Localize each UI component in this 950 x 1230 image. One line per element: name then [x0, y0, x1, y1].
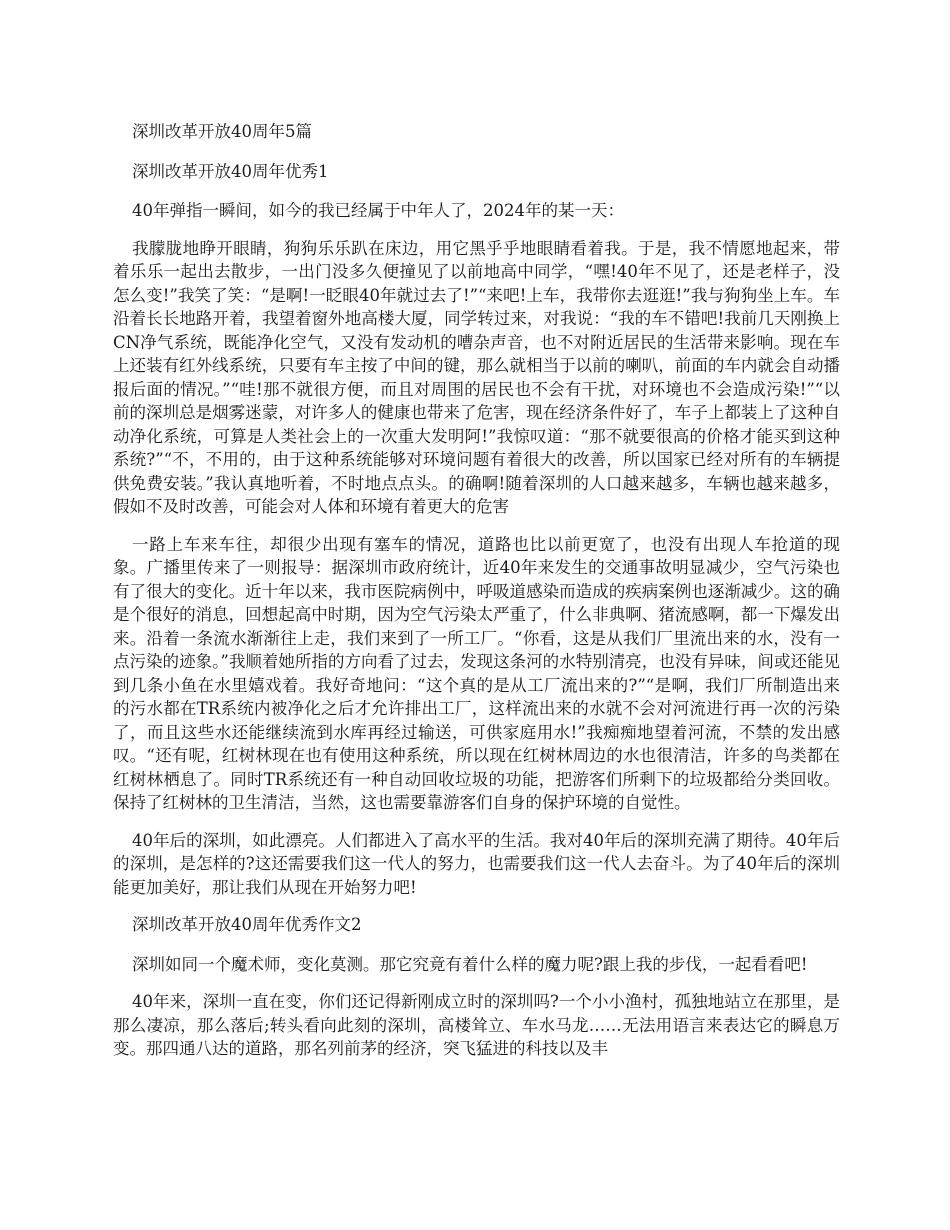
section-heading-2: 深圳改革开放40周年优秀作文2 [132, 915, 362, 934]
body-paragraph-4: 40年后的深圳，如此漂亮。人们都进入了高水平的生活。我对40年后的深圳充满了期待。40年后的深圳，是怎样的?这还需要我们这一代人的努力，也需要我们这一代人去奋斗。为了40年后的深圳能更加美好，那让我们从现在开始努力吧! [113, 830, 840, 897]
section-heading-1: 深圳改革开放40周年优秀1 [132, 161, 329, 181]
body-paragraph-5: 深圳如同一个魔术师，变化莫测。那它究竟有着什么样的魔力呢?跟上我的步伐，一起看看吧! [132, 954, 808, 974]
body-paragraph-1: 40年弹指一瞬间，如今的我已经属于中年人了，2024年的某一天： [132, 201, 624, 220]
body-paragraph-2: 我朦胧地睁开眼睛，狗狗乐乐趴在床边，用它黑乎乎地眼睛看着我。于是，我不情愿地起来，带着乐乐一起出去散步，一出门没多久便撞见了以前地高中同学，“嘿!40年不见了，还是老样子，没怎么变!”我笑了笑：“是啊!一眨眼40年就过去了!”“来吧!上车，我带你去逛逛!”我与狗狗坐上车。车沿着长长地路开着，我望着窗外地高楼大厦，同学转过来，对我说：“我的车不错吧!我前几天刚换上CN净气系统，既能净化空气，又没有发动机的嘈杂声音，也不对附近居民的生活带来影响。现在车上还装有红外线系统，只要有车主按了中间的键，那么就相当于以前的喇叭，前面的车内就会自动播报后面的情况。”“哇!那不就很方便，而且对周围的居民也不会有干扰，对环境也不会造成污染!”“以前的深圳总是烟雾迷蒙，对许多人的健康也带来了危害，现在经济条件好了，车子上都装上了这种自动净化系统，可算是人类社会上的一次重大发明阿!”我惊叹道：“那不就要很高的价格才能买到这种系统?”“不，不用的，由于这种系统能够对环境问题有着很大的改善，所以国家已经对所有的车辆提供免费安装。”我认真地听着，不时地点点头。的确啊!随着深圳的人口越来越多，车辆也越来越多，假如不及时改善，可能会对人体和环境有着更大的危害 [113, 238, 840, 516]
body-paragraph-6: 40年来，深圳一直在变，你们还记得新刚成立时的深圳吗?一个小小渔村，孤独地站立在那里，是那么凄凉，那么落后;转头看向此刻的深圳，高楼耸立、车水马龙……无法用语言来表达它的瞬息万变。那四通八达的道路，那名列前茅的经济，突飞猛进的科技以及丰 [113, 992, 840, 1058]
document-page [113, 120, 840, 1075]
body-paragraph-3: 一路上车来车往，却很少出现有塞车的情况，道路也比以前更宽了，也没有出现人车抢道的现象。广播里传来了一则报导：据深圳市政府统计，近40年来发生的交通事故明显减少，空气污染也有了很大的变化。近十年以来，我市医院病例中，呼吸道感染而造成的疾病案例也逐渐减少。这的确是个很好的消息，回想起高中时期，因为空气污染太严重了，什么非典啊、猪流感啊，都一下爆发出来。沿着一条流水渐渐往上走，我们来到了一所工厂。“你看，这是从我们厂里流出来的水，没有一点污染的迹象。”我顺着她所指的方向看了过去，发现这条河的水特别清亮，也没有异味，间或还能见到几条小鱼在水里嬉戏着。我好奇地问：“这个真的是从工厂流出来的?”“是啊，我们厂所制造出来的污水都在TR系统内被净化之后才允许排出工厂，这样流出来的水就不会对河流进行再一次的污染了，而且这些水还能继续流到水库再经过输送，可供家庭用水!”我痴痴地望着河流，不禁的发出感叹。“还有呢，红树林现在也有使用这种系统，所以现在红树林周边的水也很清洁，许多的鸟类都在红树林栖息了。同时TR系统还有一种自动回收垃圾的功能，把游客们所剩下的垃圾都给分类回收。保持了红树林的卫生清洁，当然，这也需要靠游客们自身的保护环境的自觉性。 [113, 534, 840, 812]
document-title: 深圳改革开放40周年5篇 [132, 122, 312, 141]
